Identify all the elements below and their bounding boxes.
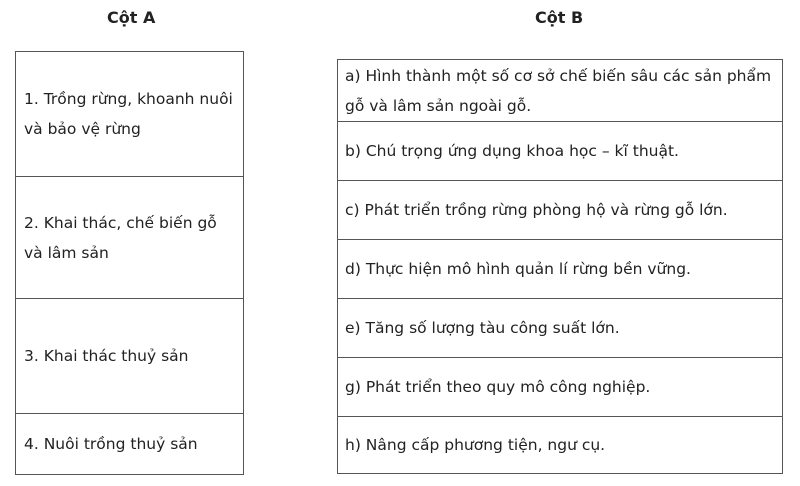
column-a-item-4: 4. Nuôi trồng thuỷ sản (16, 414, 244, 475)
column-a-table (15, 51, 244, 475)
table-row (338, 240, 783, 299)
table-row (16, 414, 244, 475)
column-a-item-2: 2. Khai thác, chế biến gỗ và lâm sản (16, 177, 244, 299)
column-a-item-3: 3. Khai thác thuỷ sản (16, 299, 244, 414)
table-row (338, 122, 783, 181)
table-row (338, 181, 783, 240)
table-row (338, 299, 783, 358)
table-row (16, 177, 244, 299)
column-b-item-h: h) Nâng cấp phương tiện, ngư cụ. (338, 417, 783, 474)
column-b-item-c: c) Phát triển trồng rừng phòng hộ và rừng gỗ lớn. (338, 181, 783, 240)
table-row (16, 299, 244, 414)
column-b-table (337, 59, 783, 474)
column-b-item-e: e) Tăng số lượng tàu công suất lớn. (338, 299, 783, 358)
column-b-item-d: d) Thực hiện mô hình quản lí rừng bền vững. (338, 240, 783, 299)
table-row (16, 52, 244, 177)
column-b-item-g: g) Phát triển theo quy mô công nghiệp. (338, 358, 783, 417)
column-b-item-a: a) Hình thành một số cơ sở chế biến sâu các sản phẩm gỗ và lâm sản ngoài gỗ. (338, 60, 783, 122)
table-row (338, 358, 783, 417)
column-b-item-b: b) Chú trọng ứng dụng khoa học – kĩ thuật. (338, 122, 783, 181)
table-row (338, 417, 783, 474)
column-a-item-1: 1. Trồng rừng, khoanh nuôi và bảo vệ rừng (16, 52, 244, 177)
table-row (338, 60, 783, 122)
column-b-heading: Cột B (535, 8, 584, 27)
column-a-heading: Cột A (107, 8, 156, 27)
